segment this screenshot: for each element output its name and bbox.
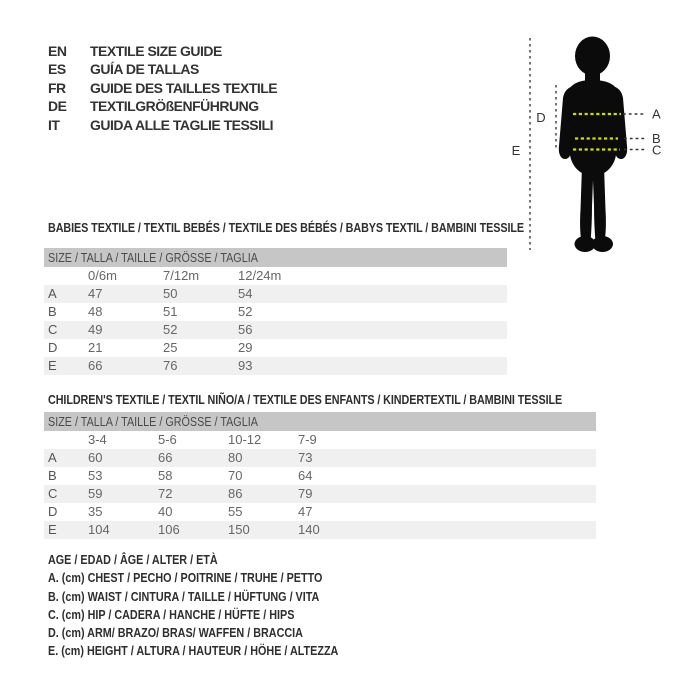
table-cell: 47 bbox=[88, 286, 103, 301]
row-label: E bbox=[48, 358, 57, 373]
table-cell: 80 bbox=[228, 450, 243, 465]
language-row-en bbox=[48, 42, 277, 60]
legend-line-waist bbox=[48, 588, 398, 606]
legend-text: B. (cm) WAIST / CINTURA / TAILLE / HÜFTUNG / VITA bbox=[48, 588, 320, 604]
empty-cell bbox=[48, 267, 88, 285]
table-row bbox=[44, 485, 596, 503]
row-label: D bbox=[48, 504, 58, 519]
row-label: C bbox=[48, 486, 58, 501]
row-label: B bbox=[48, 304, 57, 319]
table-cell: 150 bbox=[228, 522, 250, 537]
legend-text: AGE / EDAD / ÂGE / ALTER / ETÀ bbox=[48, 552, 218, 567]
table-cell: 104 bbox=[88, 522, 110, 537]
figure-label-d: D bbox=[536, 110, 546, 125]
table-cell: 21 bbox=[88, 340, 103, 355]
row-label: A bbox=[48, 450, 57, 465]
language-code: FR bbox=[48, 79, 66, 96]
figure-label-e: E bbox=[511, 143, 521, 158]
table-cell: 40 bbox=[158, 504, 173, 519]
table-cell: 70 bbox=[228, 468, 243, 483]
row-label: A bbox=[48, 286, 57, 301]
language-title-block bbox=[48, 42, 277, 134]
table-cell: 55 bbox=[228, 504, 243, 519]
table-cell: 50 bbox=[163, 286, 178, 301]
table-cell: 72 bbox=[158, 486, 173, 501]
language-title: TEXTILGRÖßENFÜHRUNG bbox=[90, 98, 259, 115]
legend-text: C. (cm) HIP / CADERA / HANCHE / HÜFTE / HIPS bbox=[48, 606, 295, 622]
children-col-header: 7-9 bbox=[298, 432, 317, 447]
figure-label-c: C bbox=[652, 142, 662, 158]
table-cell: 76 bbox=[163, 358, 178, 373]
children-col-header: 10-12 bbox=[228, 432, 262, 447]
table-row bbox=[44, 521, 596, 539]
table-cell: 79 bbox=[298, 486, 313, 501]
table-cell: 49 bbox=[88, 322, 103, 337]
figure-label-a: A bbox=[652, 106, 661, 122]
legend-text: D. (cm) ARM/ BRAZO/ BRAS/ WAFFEN / BRACCIA bbox=[48, 625, 303, 641]
row-label: B bbox=[48, 468, 57, 483]
table-cell: 66 bbox=[158, 450, 173, 465]
table-row bbox=[44, 357, 507, 375]
empty-cell bbox=[48, 431, 88, 449]
table-cell: 58 bbox=[158, 468, 173, 483]
row-label: E bbox=[48, 522, 57, 537]
table-cell: 52 bbox=[238, 304, 253, 319]
table-cell: 53 bbox=[88, 468, 103, 483]
language-code: ES bbox=[48, 61, 66, 78]
size-header-label: SIZE / TALLA / TAILLE / GRÖSSE / TAGLIA bbox=[48, 414, 258, 429]
language-title: GUIDA ALLE TAGLIE TESSILI bbox=[90, 116, 273, 133]
children-columns-row bbox=[44, 431, 596, 449]
row-label: D bbox=[48, 340, 58, 355]
table-cell: 86 bbox=[228, 486, 243, 501]
babies-table-header-band bbox=[44, 248, 507, 267]
language-row-it bbox=[48, 116, 277, 134]
table-cell: 35 bbox=[88, 504, 103, 519]
legend-line-arm bbox=[48, 624, 398, 642]
babies-col-header: 0/6m bbox=[88, 268, 117, 283]
language-title: GUÍA DE TALLAS bbox=[90, 61, 199, 78]
legend-line-age bbox=[48, 551, 398, 569]
legend-line-chest bbox=[48, 569, 398, 587]
babies-section-title bbox=[48, 220, 622, 235]
legend-line-hip bbox=[48, 606, 398, 624]
legend-text: E. (cm) HEIGHT / ALTURA / HAUTEUR / HÖHE / ALTEZZA bbox=[48, 643, 339, 659]
size-header-label: SIZE / TALLA / TAILLE / GRÖSSE / TAGLIA bbox=[48, 250, 258, 265]
table-row bbox=[44, 339, 507, 357]
children-section-title-text: CHILDREN'S TEXTILE / TEXTIL NIÑO/A / TEXTILE DES ENFANTS / KINDERTEXTIL / BAMBINI TESSILE bbox=[48, 392, 563, 407]
language-code: EN bbox=[48, 43, 67, 59]
table-cell: 52 bbox=[163, 322, 178, 337]
babies-section-title-text: BABIES TEXTILE / TEXTIL BEBÉS / TEXTILE DES BÉBÉS / BABYS TEXTIL / BAMBINI TESSILE bbox=[48, 220, 525, 235]
row-label: C bbox=[48, 322, 58, 337]
table-cell: 140 bbox=[298, 522, 320, 537]
children-table-header-band bbox=[44, 412, 596, 431]
table-cell: 59 bbox=[88, 486, 103, 501]
table-cell: 54 bbox=[238, 286, 253, 301]
table-cell: 48 bbox=[88, 304, 103, 319]
table-cell: 51 bbox=[163, 304, 178, 319]
language-title: GUIDE DES TAILLES TEXTILE bbox=[90, 79, 278, 96]
table-cell: 93 bbox=[238, 358, 253, 373]
table-row bbox=[44, 449, 596, 467]
language-code: IT bbox=[48, 116, 60, 133]
babies-col-header: 12/24m bbox=[238, 268, 282, 283]
table-row bbox=[44, 285, 507, 303]
children-col-header: 3-4 bbox=[88, 432, 107, 447]
table-cell: 64 bbox=[298, 468, 313, 483]
table-cell: 29 bbox=[238, 340, 253, 355]
table-cell: 47 bbox=[298, 504, 313, 519]
children-col-header: 5-6 bbox=[158, 432, 177, 447]
children-size-table bbox=[44, 412, 596, 539]
language-title: TEXTILE SIZE GUIDE bbox=[90, 43, 222, 59]
babies-col-header: 7/12m bbox=[163, 268, 200, 283]
table-cell: 106 bbox=[158, 522, 180, 537]
legend-line-height bbox=[48, 642, 398, 660]
table-cell: 66 bbox=[88, 358, 103, 373]
language-row-de bbox=[48, 97, 277, 115]
figure-label-b: B bbox=[652, 131, 661, 146]
legend-text: A. (cm) CHEST / PECHO / POITRINE / TRUHE / PETTO bbox=[48, 570, 323, 586]
babies-columns-row bbox=[44, 267, 507, 285]
table-row bbox=[44, 303, 507, 321]
language-row-es bbox=[48, 60, 277, 78]
children-section-title bbox=[48, 392, 667, 407]
table-row bbox=[44, 321, 507, 339]
table-row bbox=[44, 467, 596, 485]
measurement-legend bbox=[48, 551, 398, 661]
table-row bbox=[44, 503, 596, 521]
table-cell: 60 bbox=[88, 450, 103, 465]
language-code: DE bbox=[48, 98, 67, 115]
table-cell: 25 bbox=[163, 340, 178, 355]
babies-size-table bbox=[44, 248, 507, 375]
table-cell: 73 bbox=[298, 450, 313, 465]
table-cell: 56 bbox=[238, 322, 253, 337]
language-row-fr bbox=[48, 79, 277, 97]
